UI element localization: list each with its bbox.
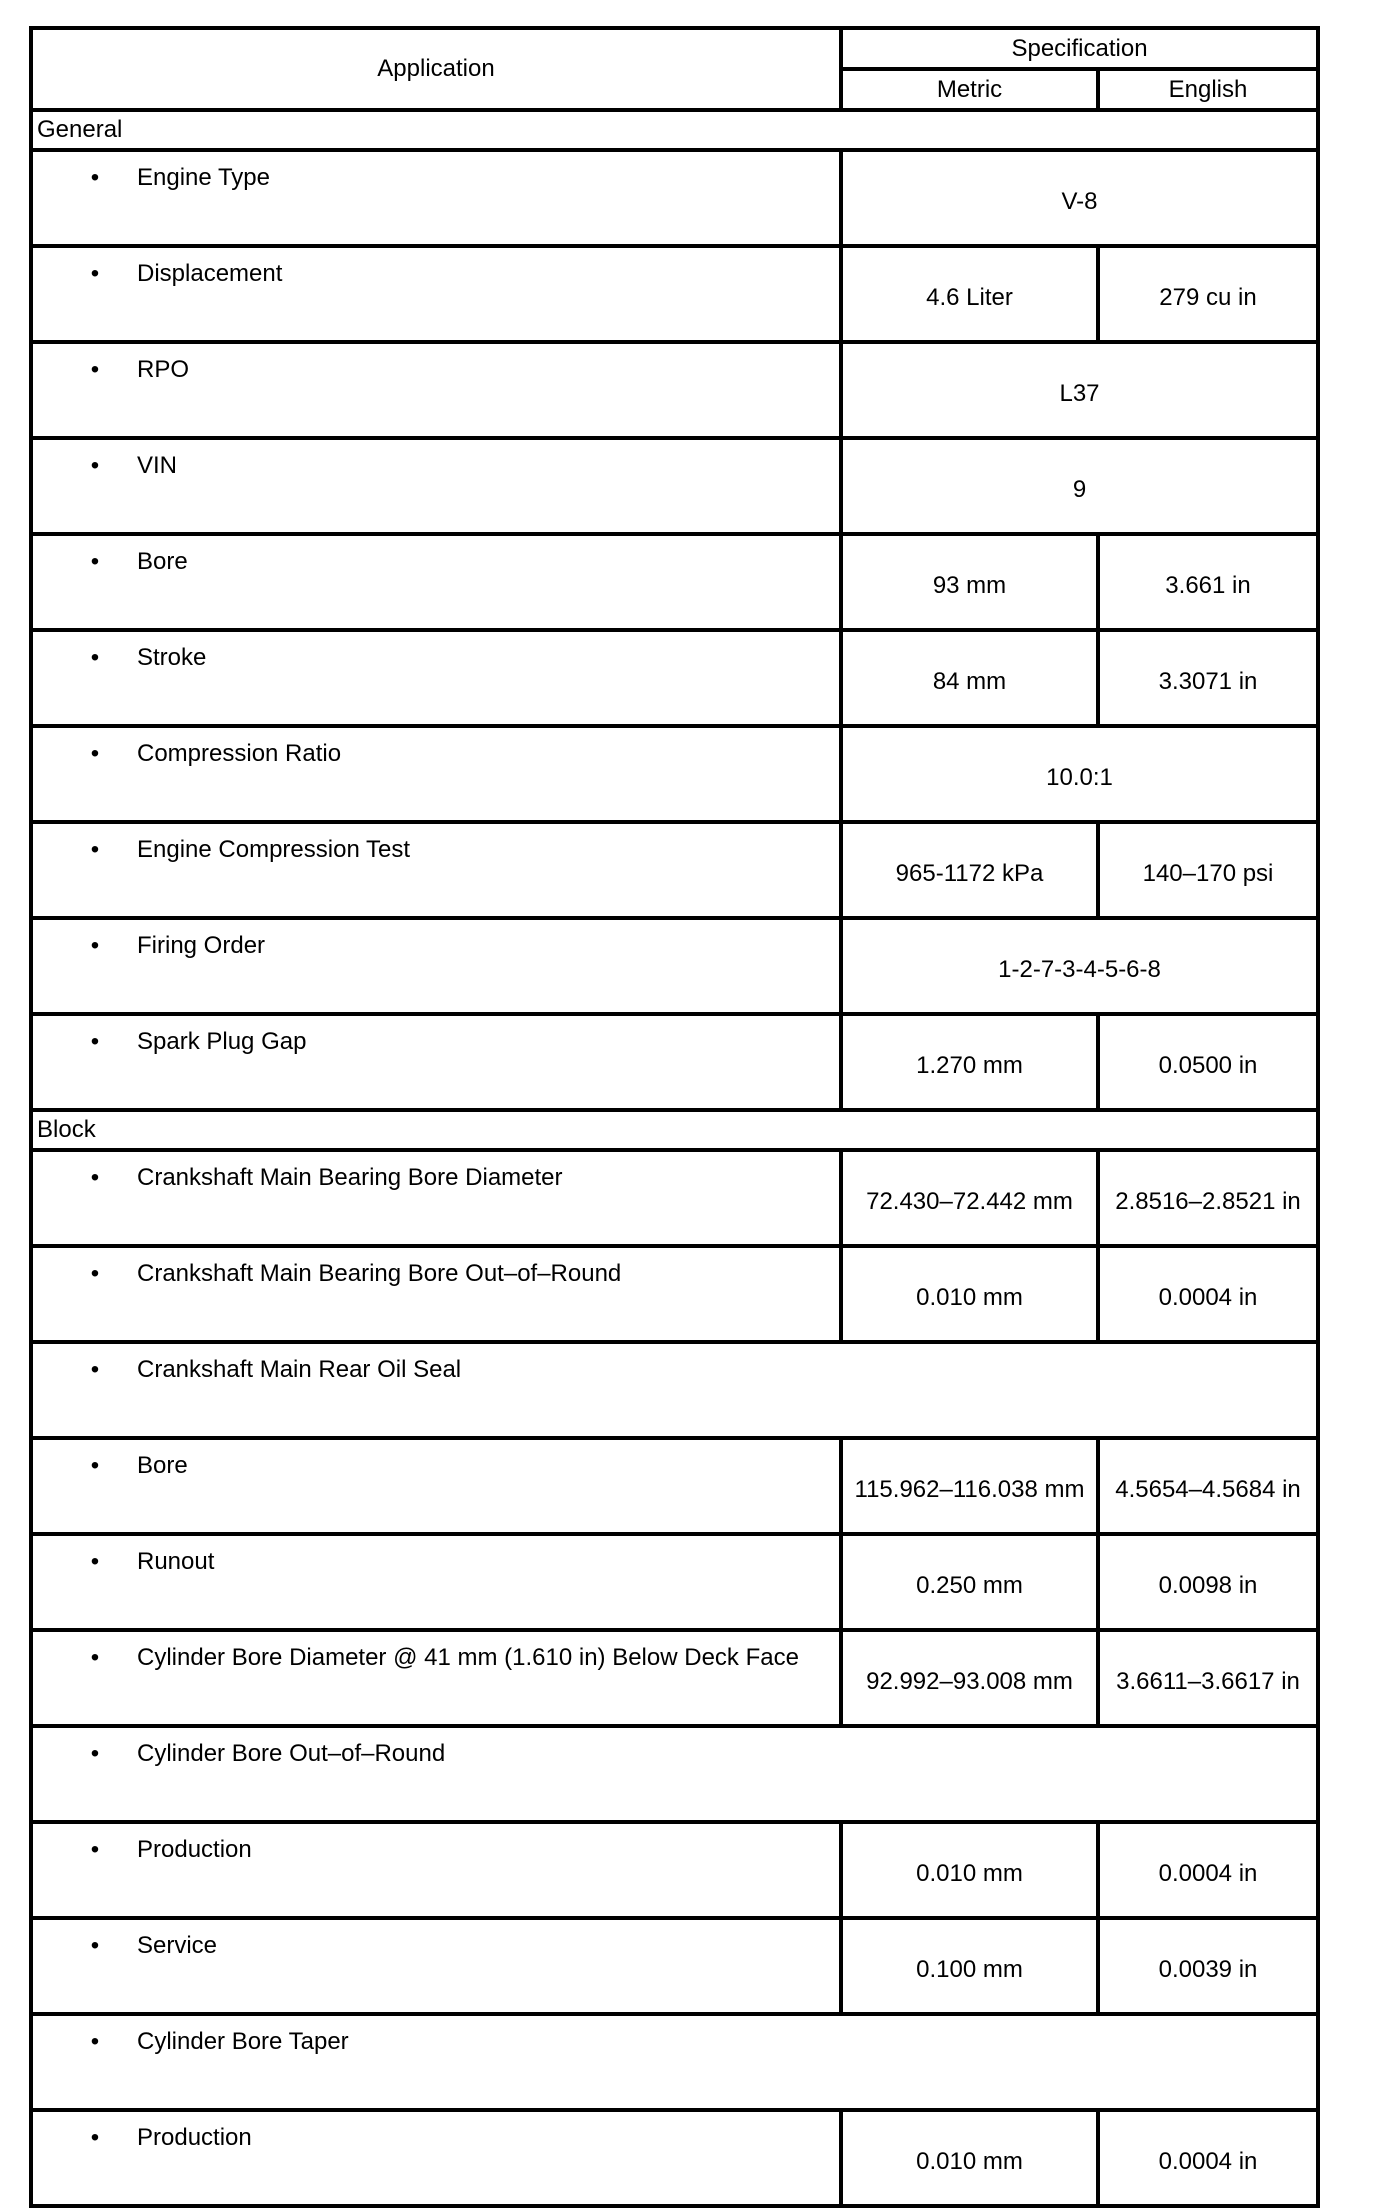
application-label: Engine Compression Test: [137, 836, 411, 863]
application-cell: [31, 2014, 1318, 2110]
english-value: 0.0039 in: [1098, 1918, 1318, 2014]
application-cell: [31, 1150, 841, 1246]
bullet-icon: •: [90, 2124, 100, 2151]
bullet-icon: •: [90, 1356, 100, 1383]
bullet-icon: •: [90, 740, 100, 767]
application-label: Stroke: [137, 644, 207, 671]
application-label: Production: [137, 1836, 252, 1863]
english-value: 3.6611–3.6617 in: [1098, 1630, 1318, 1726]
application-label: Production: [137, 2124, 252, 2151]
bullet-icon: •: [90, 1548, 100, 1575]
metric-value: 0.100 mm: [841, 1918, 1098, 2014]
bullet-icon: •: [90, 1260, 100, 1287]
metric-value: 0.010 mm: [841, 1246, 1098, 1342]
bullet-icon: •: [90, 1932, 100, 1959]
application-label: Crankshaft Main Bearing Bore Diameter: [137, 1164, 563, 1191]
table-row: [31, 534, 1318, 630]
metric-header: Metric: [841, 69, 1098, 110]
application-cell: [31, 822, 841, 918]
section-title: General: [31, 110, 1318, 150]
specification-value: 9: [841, 438, 1318, 534]
metric-value: 115.962–116.038 mm: [841, 1438, 1098, 1534]
table-row: [31, 918, 1318, 1014]
table-row: [31, 1726, 1318, 1822]
english-value: 279 cu in: [1098, 246, 1318, 342]
bullet-icon: •: [90, 644, 100, 671]
application-label: Firing Order: [137, 932, 266, 959]
metric-value: 92.992–93.008 mm: [841, 1630, 1098, 1726]
bullet-icon: •: [90, 452, 100, 479]
bullet-icon: •: [90, 260, 100, 287]
table-row: [31, 1150, 1318, 1246]
bullet-icon: •: [90, 932, 100, 959]
application-label: Spark Plug Gap: [137, 1028, 307, 1055]
specification-value: 10.0:1: [841, 726, 1318, 822]
specification-value: 1-2-7-3-4-5-6-8: [841, 918, 1318, 1014]
application-label: Cylinder Bore Out–of–Round: [137, 1740, 446, 1767]
application-label: Cylinder Bore Diameter @ 41 mm (1.610 in) Below Deck Face: [137, 1644, 799, 1671]
application-cell: [31, 1534, 841, 1630]
application-cell: [31, 150, 841, 246]
metric-value: 965-1172 kPa: [841, 822, 1098, 918]
table-row: [31, 1630, 1318, 1726]
application-label: Displacement: [137, 260, 283, 287]
specification-table: [29, 26, 1320, 2208]
application-cell: [31, 1918, 841, 2014]
application-label: Crankshaft Main Bearing Bore Out–of–Round: [137, 1260, 622, 1287]
table-row: [31, 2014, 1318, 2110]
table-row: [31, 1014, 1318, 1110]
bullet-icon: •: [90, 1644, 100, 1671]
bullet-icon: •: [90, 1740, 100, 1767]
application-label: Runout: [137, 1548, 215, 1575]
bullet-icon: •: [90, 2028, 100, 2055]
table-row: [31, 2110, 1318, 2206]
application-label: Compression Ratio: [137, 740, 342, 767]
table-body: [31, 110, 1318, 2206]
application-cell: [31, 1438, 841, 1534]
table-row: [31, 822, 1318, 918]
application-cell: [31, 630, 841, 726]
bullet-icon: •: [90, 1836, 100, 1863]
application-cell: [31, 726, 841, 822]
table-row: [31, 1438, 1318, 1534]
english-value: 2.8516–2.8521 in: [1098, 1150, 1318, 1246]
table-row: [31, 1342, 1318, 1438]
metric-value: 93 mm: [841, 534, 1098, 630]
bullet-icon: •: [90, 1164, 100, 1191]
table-row: [31, 1822, 1318, 1918]
metric-value: 4.6 Liter: [841, 246, 1098, 342]
table-row: [31, 726, 1318, 822]
application-cell: [31, 438, 841, 534]
english-value: 4.5654–4.5684 in: [1098, 1438, 1318, 1534]
bullet-icon: •: [90, 1028, 100, 1055]
section-row-general: [31, 110, 1318, 150]
application-cell: [31, 1630, 841, 1726]
english-value: 0.0500 in: [1098, 1014, 1318, 1110]
english-value: 0.0004 in: [1098, 1246, 1318, 1342]
bullet-icon: •: [90, 164, 100, 191]
table-row: [31, 1246, 1318, 1342]
metric-value: 72.430–72.442 mm: [841, 1150, 1098, 1246]
table-row: [31, 246, 1318, 342]
metric-value: 84 mm: [841, 630, 1098, 726]
metric-value: 1.270 mm: [841, 1014, 1098, 1110]
table-header: [31, 28, 1318, 110]
application-header: Application: [31, 28, 841, 110]
english-value: 0.0004 in: [1098, 1822, 1318, 1918]
application-label: Engine Type: [137, 164, 270, 191]
application-cell: [31, 1014, 841, 1110]
specification-value: L37: [841, 342, 1318, 438]
application-label: RPO: [137, 356, 190, 383]
english-value: 3.661 in: [1098, 534, 1318, 630]
application-cell: [31, 1726, 1318, 1822]
application-cell: [31, 2110, 841, 2206]
metric-value: 0.250 mm: [841, 1534, 1098, 1630]
bullet-icon: •: [90, 356, 100, 383]
bullet-icon: •: [90, 1452, 100, 1479]
table-row: [31, 342, 1318, 438]
application-label: Cylinder Bore Taper: [137, 2028, 349, 2055]
application-cell: [31, 534, 841, 630]
section-row-block: [31, 1110, 1318, 1150]
bullet-icon: •: [90, 836, 100, 863]
specification-value: V-8: [841, 150, 1318, 246]
table-row: [31, 1918, 1318, 2014]
application-cell: [31, 342, 841, 438]
bullet-icon: •: [90, 548, 100, 575]
application-label: Service: [137, 1932, 218, 1959]
english-value: 3.3071 in: [1098, 630, 1318, 726]
metric-value: 0.010 mm: [841, 1822, 1098, 1918]
english-value: 0.0098 in: [1098, 1534, 1318, 1630]
application-cell: [31, 1246, 841, 1342]
application-label: Bore: [137, 548, 188, 575]
application-label: Bore: [137, 1452, 188, 1479]
section-title: Block: [31, 1110, 1318, 1150]
metric-value: 0.010 mm: [841, 2110, 1098, 2206]
english-value: 140–170 psi: [1098, 822, 1318, 918]
application-cell: [31, 1342, 1318, 1438]
application-cell: [31, 918, 841, 1014]
english-value: 0.0004 in: [1098, 2110, 1318, 2206]
application-label: Crankshaft Main Rear Oil Seal: [137, 1356, 462, 1383]
table-row: [31, 438, 1318, 534]
table-row: [31, 630, 1318, 726]
table-row: [31, 1534, 1318, 1630]
specification-header: Specification: [841, 28, 1318, 69]
application-label: VIN: [137, 452, 178, 479]
application-cell: [31, 1822, 841, 1918]
table-row: [31, 150, 1318, 246]
english-header: English: [1098, 69, 1318, 110]
application-cell: [31, 246, 841, 342]
